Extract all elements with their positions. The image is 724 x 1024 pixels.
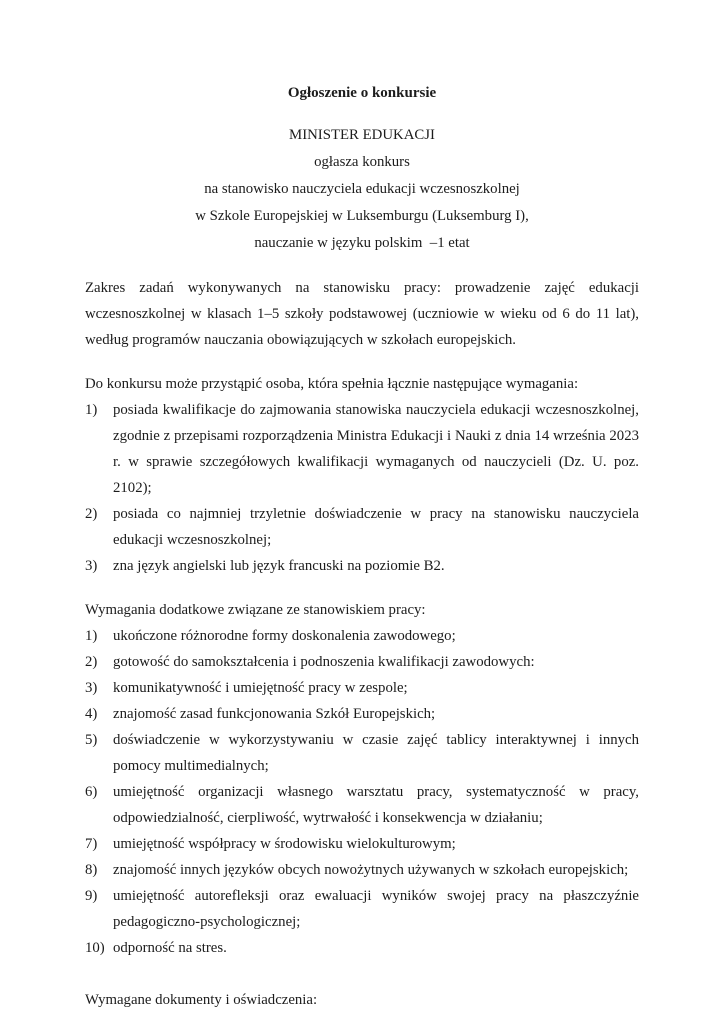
- item-number: 2): [85, 506, 98, 522]
- item-number: 6): [85, 784, 98, 800]
- item-text: posiada co najmniej trzyletnie doświadczenie w pracy na stanowisku nauczyciela edukacji wczesnoszkolnej;: [113, 506, 639, 548]
- header-line-school: w Szkole Europejskiej w Luksemburgu (Luksemburg I),: [195, 208, 529, 224]
- item-text: umiejętność organizacji własnego warsztatu pracy, systematyczność w pracy, odpowiedzialność, cierpliwość, wytrwałość i konsekwencja w działaniu;: [113, 784, 639, 826]
- item-text: doświadczenie w wykorzystywaniu w czasie zajęć tablicy interaktywnej i innych pomocy multimedialnych;: [113, 732, 639, 774]
- item-text: umiejętność współpracy w środowisku wielokulturowym;: [113, 836, 456, 852]
- item-number: 1): [85, 402, 98, 418]
- item-text: posiada kwalifikacje do zajmowania stanowiska nauczyciela edukacji wczesnoszkolnej, zgodnie z przepisami rozporządzenia Ministra Edukacji i Nauki z dnia 14 września 2023 r. w sprawie szczegółowych kwalifikacji wymaganych od nauczycieli (Dz. U. poz. 2102);: [113, 402, 639, 496]
- header-line-minister: MINISTER EDUKACJI: [289, 127, 435, 143]
- additional-intro: Wymagania dodatkowe związane ze stanowiskiem pracy:: [85, 602, 426, 618]
- additional-requirements-list: [85, 623, 639, 961]
- item-number: 3): [85, 558, 98, 574]
- requirement-item: [85, 397, 639, 501]
- additional-item: [85, 649, 639, 675]
- requirement-item: [85, 553, 639, 579]
- item-number: 9): [85, 888, 98, 904]
- item-number: 3): [85, 680, 98, 696]
- additional-item: [85, 727, 639, 779]
- additional-item: [85, 779, 639, 831]
- additional-item: [85, 701, 639, 727]
- item-number: 8): [85, 862, 98, 878]
- item-number: 10): [85, 940, 105, 956]
- item-text: ukończone różnorodne formy doskonalenia zawodowego;: [113, 628, 456, 644]
- documents-heading: Wymagane dokumenty i oświadczenia:: [85, 992, 318, 1008]
- additional-item: [85, 831, 639, 857]
- item-number: 4): [85, 706, 98, 722]
- header-line-announces: ogłasza konkurs: [314, 154, 410, 170]
- header-line-position: na stanowisko nauczyciela edukacji wczesnoszkolnej: [204, 181, 520, 197]
- additional-item: [85, 675, 639, 701]
- item-text: gotowość do samokształcenia i podnoszenia kwalifikacji zawodowych:: [113, 654, 535, 670]
- item-text: odporność na stres.: [113, 940, 227, 956]
- item-number: 2): [85, 654, 98, 670]
- tasks-paragraph: Zakres zadań wykonywanych na stanowisku pracy: prowadzenie zajęć edukacji wczesnoszkolnej w klasach 1–5 szkoły podstawowej (uczniowie w wieku od 6 do 11 lat), według programów nauczania obowiązujących w szkołach europejskich.: [85, 280, 639, 348]
- additional-item: [85, 623, 639, 649]
- requirement-item: [85, 501, 639, 553]
- item-text: znajomość zasad funkcjonowania Szkół Europejskich;: [113, 706, 436, 722]
- announcement-header: [85, 122, 639, 257]
- requirements-intro: Do konkursu może przystąpić osoba, która spełnia łącznie następujące wymagania:: [85, 376, 579, 392]
- item-number: 5): [85, 732, 98, 748]
- header-line-language: nauczanie w języku polskim –1 etat: [254, 235, 470, 251]
- item-text: komunikatywność i umiejętność pracy w zespole;: [113, 680, 408, 696]
- item-text: zna język angielski lub język francuski na poziomie B2.: [113, 558, 445, 574]
- item-text: znajomość innych języków obcych nowożytnych używanych w szkołach europejskich;: [113, 862, 629, 878]
- requirements-list: [85, 397, 639, 579]
- document-title: Ogłoszenie o konkursie: [287, 85, 437, 101]
- additional-item: [85, 857, 639, 883]
- additional-item: [85, 935, 639, 961]
- item-number: 7): [85, 836, 98, 852]
- additional-item: [85, 883, 639, 935]
- item-text: umiejętność autorefleksji oraz ewaluacji wyników swojej pracy na płaszczyźnie pedagogiczno-psychologicznej;: [113, 888, 639, 930]
- item-number: 1): [85, 628, 98, 644]
